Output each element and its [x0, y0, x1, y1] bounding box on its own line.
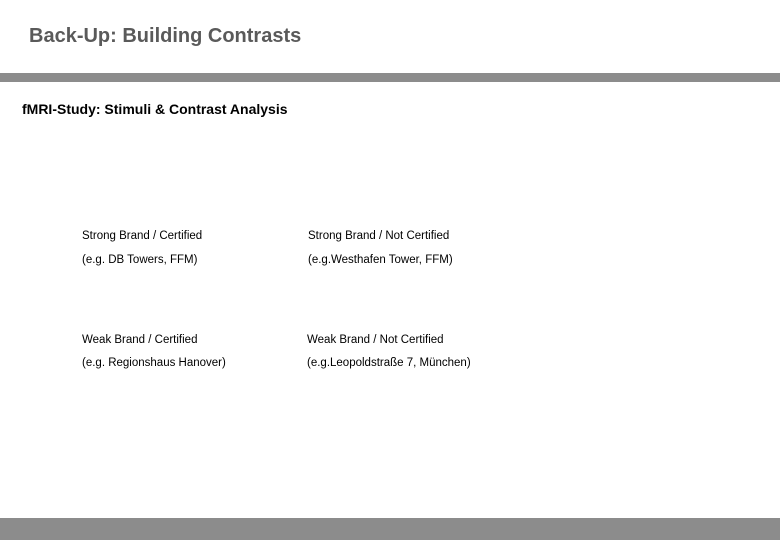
slide-subtitle: fMRI-Study: Stimuli & Contrast Analysis — [22, 101, 288, 117]
slide-title: Back-Up: Building Contrasts — [29, 25, 302, 47]
strong-not-certified-example: (e.g.Westhafen Tower, FFM) — [308, 254, 453, 266]
footer-bar — [0, 518, 780, 540]
header-divider-bar — [0, 73, 780, 82]
weak-certified-example: (e.g. Regionshaus Hanover) — [82, 357, 226, 369]
strong-not-certified-title: Strong Brand / Not Certified — [308, 230, 450, 242]
strong-certified-title: Strong Brand / Certified — [82, 230, 203, 242]
weak-not-certified-title: Weak Brand / Not Certified — [307, 334, 444, 346]
strong-certified-example: (e.g. DB Towers, FFM) — [82, 254, 198, 266]
weak-not-certified-example: (e.g.Leopoldstraße 7, München) — [307, 357, 471, 369]
weak-certified-title: Weak Brand / Certified — [82, 334, 198, 346]
